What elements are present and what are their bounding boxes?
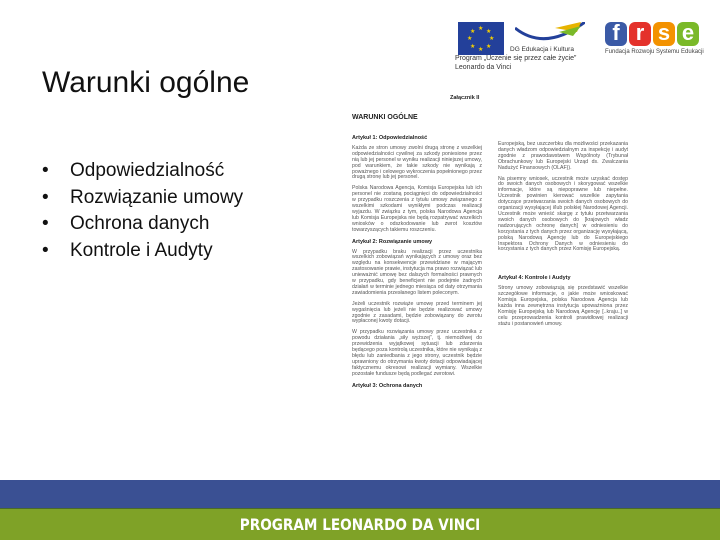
eu-flag-icon: ★ ★ ★ ★ ★ ★ ★ ★ — [458, 22, 504, 55]
article-paragraph: Jeżeli uczestnik rozwiąże umowę przed terminem jej wygaśnięcia lub jeżeli nie będzie realizować umowy zgodnie z zasadami, będzie zobowiązany do zwrotu wypłaconej kwoty dotacji. — [352, 300, 482, 325]
footer-green-band — [0, 508, 720, 540]
article-heading: Artykuł 4: Kontrole i Audyty — [498, 275, 571, 282]
article-heading: Artykuł 3: Ochrona danych — [352, 382, 423, 389]
article-heading: Artykuł 2: Rozwiązanie umowy — [352, 238, 433, 245]
bullet-item: • Ochrona danych — [42, 213, 210, 234]
frse-logo: f r s e — [605, 22, 699, 46]
bullet-list — [42, 160, 243, 266]
footer-blue-band — [0, 480, 720, 508]
bullet-item: • Rozwiązanie umowy — [42, 186, 244, 208]
document-right-column — [498, 142, 628, 333]
slide-title: Warunki ogólne — [42, 66, 250, 99]
document-image: Załącznik II WARUNKI OGÓLNE Artykuł 1: Odpowiedzialność Każda ze stron umowy zwolni drugą stronę z wszelkiej odpowiedzialności cywilnej za szkody poniesione przez nią lub jej personel w wyniku realizacji niniejszej umowy, pod warunkiem, że takie szkody nie wynikają z poważnego i celowego wykroczenia popełnionego przez drugą stronę lub jej personel. Polska Narodowa Agencja, Komisja Europejska lub ich personel nie zostaną pociągnięci do odpowiedzialności w przypadku roszczenia z tytułu umowy związanego z wszelkimi szkodami wynikłymi podczas realizacji wyjazdu. W związku z tym, polska Narodowa Agencja lub Komisja Europejska nie będą rozpatrywać wszelkich wniosków o odszkodowanie lub zwrot kosztów towarzyszących takiemu roszczeniu. Artykuł 2: Rozwiązanie umowy W przypadku braku realizacji przez uczestnika wszelkich zobowiązań wynikających z umowy oraz bez względu na konsekwencje przewidziane w mającym zastosowanie prawie, instytucja ma prawo rozwiązać lub unieważnić umowę bez dalszych formalności prawnych w przypadku, gdy beneficjent nie podejmie żadnych działań w terminie jednego miesiąca od daty otrzymania zawiadomienia przesłanego listem poleconym. Jeżeli uczestnik rozwiąże umowę przed terminem jej wygaśnięcia lub jeżeli nie będzie realizować umowy zgodnie z zasadami, będzie zobowiązany do zwrotu wypłaconej kwoty dotacji. W przypadku rozwiązania umowy przez uczestnika z powodu działania „siły wyższej”, tj. niemożliwej do przewidzenia wyjątkowej sytuacji lub zdarzenia będącego poza kontrolą uczestnika, które nie wynikają z błędu lub zaniedbania z jego strony, uczestnik będzie uprawniony do otrzymania kwoty dotacji odpowiadającej faktycznemu okresowi realizacji wymiany. Wszelkie pozostałe fundusze będą podlegać zwrotowi. Artykuł 3: Ochrona danych Europejską, bez uszczerbku dla możliwości przekazania danych władzom odpowiedzialnym za inspekcję i audyt zgodnie z prawodawstwem Wspólnoty (Trybunał Obrachunkowy lub Europejski Urząd ds. Zwalczania Nadużyć Finansowych (OLAF)). Na pisemny wniosek, uczestnik może uzyskać dostęp do swoich danych osobowych i skorygować wszelkie informacje, które są niepoprawne lub niepełne. Uczestnik powinien kierować wszelkie zapytania dotyczące przetwarzania swoich danych osobowych do organizacji wysyłającej i/lub polskiej Narodowej Agencji. Uczestnik może wnieść skargę z tytułu przetwarzania swoich danych osobowych do [krajowych władz nadzorujących ochronę danych] w odniesieniu do korzystania z tych danych przez organizację wysyłającą, polską Narodową Agencję lub do Europejskiego Inspektora Ochrony Danych w odniesieniu do korzystania z tych danych przez Komisję Europejską. Artykuł 4: Kontrole i Audyty Strony umowy zobowiązują się przedstawić wszelkie szczegółowe informacje, o jakie może wnioskować Komisja Europejska, polska Narodowa Agencja lub każda inna zewnętrzna instytucja upoważniona przez Komisję Europejską lub Narodową Agencję [..kraju..] w celu przeprowadzenia kontroli prawidłowej realizacji stażu i postanowień umowy. — [340, 90, 630, 460]
logo-area: ★ ★ ★ ★ ★ ★ ★ ★ DG Edukacja i Kultura Program „Uczenie się przez całe życie” Leonardo da Vinci f r s e Fundacja Rozwoju Systemu Edukacji — [455, 20, 704, 71]
llp-swoosh-icon — [515, 22, 585, 46]
article-paragraph: W przypadku braku realizacji przez uczestnika wszelkich zobowiązań wynikających z umowy oraz bez względu na konsekwencje przewidziane w mającym zastosowanie prawie, instytucja ma prawo rozwiązać lub unieważnić umowę bez dalszych formalności prawnych w przypadku, gdy beneficjent nie podejmie żadnych działań w terminie jednego miesiąca od daty otrzymania zawiadomienia przesłanego listem poleconym. — [352, 248, 482, 296]
article-paragraph: Europejską, bez uszczerbku dla możliwości przekazania danych władzom odpowiedzialnym za inspekcję i audyt zgodnie z prawodawstwem Wspólnoty (Trybunał Obrachunkowy lub Europejski Urząd ds. Zwalczania Nadużyć Finansowych (OLAF)). — [498, 141, 628, 171]
bullet-item: • Kontrole i Audyty — [42, 239, 213, 261]
article-paragraph: Strony umowy zobowiązują się przedstawić wszelkie szczegółowe informacje, o jakie może wnioskować Komisja Europejska, polska Narodowa Agencja lub każda inna zewnętrzna instytucja upoważniona przez Komisję Europejską lub Narodową Agencję [..kraju..] w celu przeprowadzenia kontroli prawidłowej realizacji stażu i postanowień umowy. — [498, 285, 628, 327]
bullet-item: • Odpowiedzialność — [42, 160, 225, 181]
article-paragraph: Polska Narodowa Agencja, Komisja Europejska lub ich personel nie zostaną pociągnięci do odpowiedzialności w przypadku roszczenia z tytułu umowy związanego z wszelkimi szkodami wynikłymi podczas realizacji wyjazdu. W związku z tym, polska Narodowa Agencja lub Komisja Europejska nie będą rozpatrywać wszelkich wniosków o odszkodowanie lub zwrot kosztów towarzyszących takiemu roszczeniu. — [352, 185, 482, 233]
article-heading: Artykuł 1: Odpowiedzialność — [352, 135, 428, 141]
document-left-column — [352, 130, 482, 394]
article-paragraph: Na pisemny wniosek, uczestnik może uzyskać dostęp do swoich danych osobowych i skorygować wszelkie informacje, które są niepoprawne lub niepełne. Uczestnik powinien kierować wszelkie zapytania dotyczące przetwarzania swoich danych osobowych do organizacji wysyłającej i/lub polskiej Narodowej Agencji. Uczestnik może wnieść skargę z tytułu przetwarzania swoich danych osobowych do [krajowych władz nadzorujących ochronę danych] w odniesieniu do korzystania z tych danych przez organizację wysyłającą, polską Narodową Agencję lub do Europejskiego Inspektora Ochrony Danych w odniesieniu do korzystania z tych danych przez Komisję Europejską. — [498, 175, 628, 253]
article-paragraph: W przypadku rozwiązania umowy przez uczestnika z powodu działania „siły wyższej”, tj. niemożliwej do przewidzenia wyjątkowej sytuacji lub zdarzenia będącego poza kontrolą uczestnika, które nie wynikają z błędu lub zaniedbania z jego strony, uczestnik będzie uprawniony do otrzymania kwoty dotacji odpowiadającej faktycznemu okresowi realizacji wymiany. Wszelkie pozostałe fundusze będą podlegać zwrotowi. — [352, 329, 482, 377]
footer-program-title: PROGRAM LEONARDO DA VINCI — [239, 515, 481, 534]
article-paragraph: Każda ze stron umowy zwolni drugą stronę z wszelkiej odpowiedzialności cywilnej za szkody poniesione przez nią lub jej personel w wyniku realizacji niniejszej umowy, pod warunkiem, że takie szkody nie wynikają z poważnego i celowego wykroczenia popełnionego przez drugą stronę lub jej personel. — [352, 144, 482, 181]
